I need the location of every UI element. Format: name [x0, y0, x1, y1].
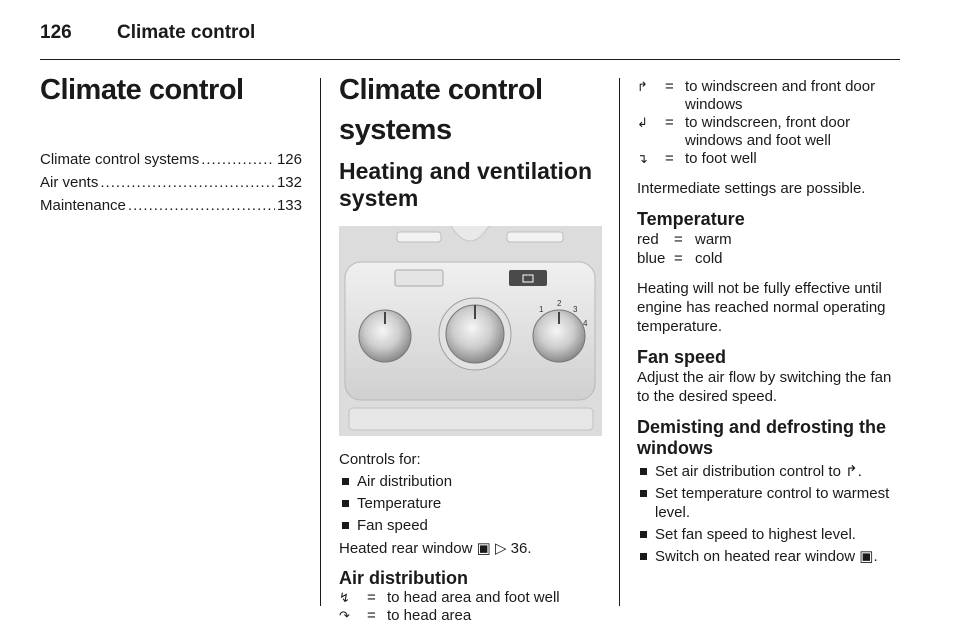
bullet-icon — [640, 468, 647, 475]
distribution-row — [637, 114, 900, 150]
section-title: Climate control systems — [339, 74, 543, 146]
temperature-key: blue — [637, 250, 666, 267]
list-item-text: Set fan speed to highest level. — [655, 526, 856, 543]
windscreen-foot-icon: ↲ — [637, 115, 648, 130]
distribution-text: to head area — [387, 607, 472, 624]
chapter-toc-column — [40, 70, 302, 217]
fan-speed-heading: Fan speed — [637, 347, 727, 367]
distribution-text: to foot well — [685, 150, 757, 167]
distribution-text: to windscreen and front door windows — [685, 78, 876, 113]
windscreen-icon: ↱ — [637, 79, 648, 94]
list-item-text: Air distribution — [357, 473, 453, 490]
distribution-row — [339, 589, 602, 607]
bullet-icon — [640, 490, 647, 497]
page-number: 126 — [40, 22, 72, 43]
air-distribution-heading: Air distribution — [339, 568, 468, 588]
subsection-title: Heating and ventilation system — [339, 158, 593, 211]
list-item — [339, 494, 602, 513]
heated-rear-window-ref — [339, 539, 602, 558]
list-item: Set air distribution control to ↱. — [637, 462, 900, 481]
demisting-heading: Demisting and defrosting the windows — [637, 417, 887, 458]
heated-rear-text: Heated rear window — [339, 540, 473, 557]
toc-entry-page: 126 — [276, 151, 302, 168]
page-ref-arrow-icon: ▷ — [494, 540, 507, 557]
equals-sign: = — [665, 114, 674, 131]
toc-entry[interactable] — [40, 171, 302, 194]
fan-level-label: 1 — [539, 305, 544, 314]
list-item-text: Set temperature control to warmest level. — [655, 485, 890, 521]
equals-sign: = — [367, 589, 376, 606]
windscreen-icon: ↱ — [845, 463, 858, 480]
chapter-title: Climate control — [40, 74, 244, 106]
fan-level-label: 2 — [557, 299, 562, 308]
fan-level-label: 4 — [583, 319, 588, 328]
toc-leader-dots — [128, 194, 275, 217]
equals-sign: = — [674, 250, 683, 267]
list-item-text: Temperature — [357, 495, 442, 512]
equals-sign: = — [665, 78, 674, 95]
distribution-row — [637, 78, 900, 114]
head-foot-icon: ↯ — [339, 590, 350, 605]
heating-note: Heating will not be fully effective until engine has reached normal operating temperature. — [637, 280, 886, 335]
toc-entry-label: Air vents — [40, 174, 99, 191]
column-divider-1 — [320, 78, 321, 606]
settings-column — [637, 78, 900, 566]
temperature-value: cold — [695, 250, 723, 267]
control-panel-photo — [339, 226, 602, 436]
list-item — [339, 516, 602, 535]
distribution-row — [637, 150, 900, 168]
list-item — [637, 525, 900, 544]
list-item-text: Switch on heated rear window — [655, 548, 856, 565]
foot-icon: ↴ — [637, 151, 648, 166]
temperature-row — [637, 230, 900, 249]
page-ref-number: 36. — [510, 540, 532, 557]
list-item — [637, 484, 900, 522]
toc-entry-page: 133 — [276, 197, 302, 214]
toc-entry[interactable] — [40, 194, 302, 217]
distribution-text: to head area and foot well — [387, 589, 560, 606]
toc-entry-page: 132 — [276, 174, 302, 191]
toc-list — [40, 148, 302, 217]
header-rule — [40, 59, 900, 60]
column-divider-2 — [619, 78, 620, 606]
toc-entry-label: Maintenance — [40, 197, 126, 214]
list-item-text: Fan speed — [357, 517, 428, 534]
fan-speed-text: Adjust the air flow by switching the fan to the desired speed. — [637, 369, 892, 405]
list-item — [339, 472, 602, 491]
toc-leader-dots — [201, 148, 275, 171]
systems-column — [339, 70, 602, 625]
equals-sign: = — [367, 607, 376, 624]
control-panel-illustration — [339, 226, 602, 436]
temperature-value: warm — [695, 231, 732, 248]
toc-leader-dots — [100, 171, 275, 194]
controls-intro: Controls for: — [339, 451, 421, 468]
rear-window-heater-icon: ▣ — [476, 540, 491, 557]
intermediate-note: Intermediate settings are possible. — [637, 180, 866, 197]
head-icon: ↷ — [339, 608, 350, 623]
bullet-icon — [640, 553, 647, 560]
bullet-icon — [640, 531, 647, 538]
bullet-icon — [342, 522, 349, 529]
list-item-text: Set air distribution control to — [655, 463, 841, 480]
temperature-key: red — [637, 231, 659, 248]
equals-sign: = — [674, 231, 683, 248]
fan-level-label: 3 — [573, 305, 578, 314]
bullet-icon — [342, 478, 349, 485]
toc-entry-label: Climate control systems — [40, 151, 200, 168]
temperature-heading: Temperature — [637, 209, 745, 229]
bullet-icon — [342, 500, 349, 507]
rear-window-heater-icon: ▣ — [859, 548, 874, 565]
running-header-title: Climate control — [117, 22, 256, 43]
equals-sign: = — [665, 150, 674, 167]
toc-entry[interactable] — [40, 148, 302, 171]
list-item: Switch on heated rear window ▣. — [637, 547, 900, 566]
temperature-row — [637, 249, 900, 268]
distribution-text: to windscreen, front door windows and foot well — [685, 114, 851, 149]
distribution-row — [339, 607, 602, 625]
